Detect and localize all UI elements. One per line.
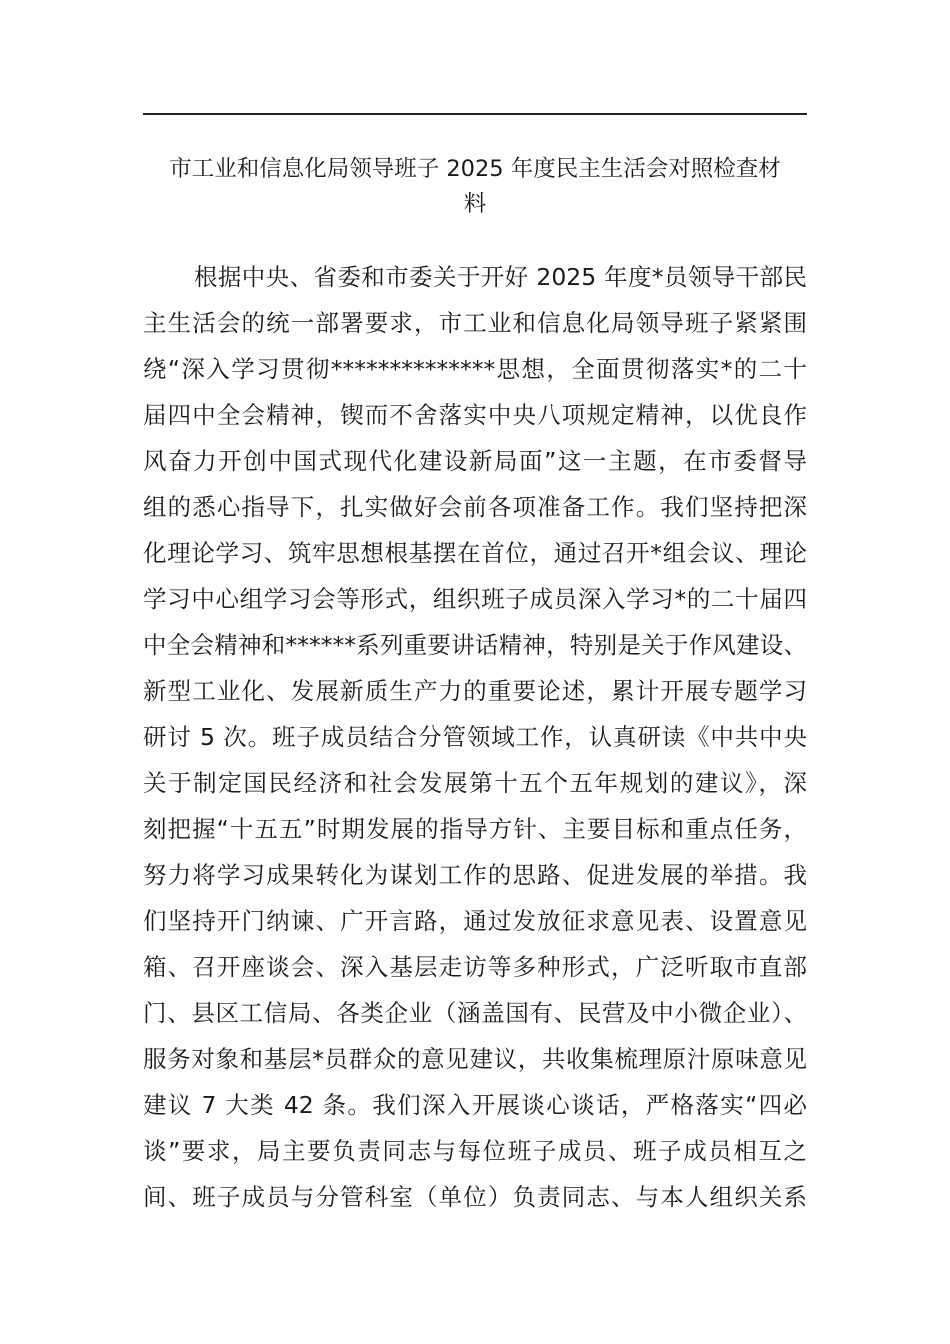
body-line: 门、县区工信局、各类企业（涵盖国有、民营及中小微企业）、 [143,999,807,1027]
body-line: 谈”要求，局主要负责同志与每位班子成员、班子成员相互之 [143,1137,807,1165]
body-line: 组的悉心指导下，扎实做好会前各项准备工作。我们坚持把深 [143,493,807,521]
body-line: 中全会精神和******系列重要讲话精神，特别是关于作风建设、 [143,631,807,659]
body-line: 根据中央、省委和市委关于开好 2025 年度*员领导干部民 [194,263,807,291]
document-title [143,152,807,222]
title-line-2: 料 [463,191,487,217]
body-line: 们坚持开门纳谏、广开言路，通过发放征求意见表、设置意见 [143,907,807,935]
body-line: 服务对象和基层*员群众的意见建议，共收集梳理原汁原味意见 [143,1045,807,1073]
body-line: 风奋力开创中国式现代化建设新局面”这一主题，在市委督导 [143,447,807,475]
body-line: 研讨 5 次。班子成员结合分管领域工作，认真研读《中共中央 [143,723,807,751]
body-line: 届四中全会精神，锲而不舍落实中央八项规定精神，以优良作 [143,401,807,429]
body-paragraph [143,254,807,1220]
body-line: 绕“深入学习贯彻**************思想，全面贯彻落实*的二十 [143,355,807,383]
header-divider-line [143,113,807,115]
body-line: 努力将学习成果转化为谋划工作的思路、促进发展的举措。我 [143,861,807,889]
body-line: 新型工业化、发展新质生产力的重要论述，累计开展专题学习 [143,677,807,705]
body-line: 建议 7 大类 42 条。我们深入开展谈心谈话，严格落实“四必 [143,1091,807,1119]
body-line: 刻把握“十五五”时期发展的指导方针、主要目标和重点任务， [143,815,807,843]
body-line: 关于制定国民经济和社会发展第十五个五年规划的建议》，深 [143,769,807,797]
body-line: 箱、召开座谈会、深入基层走访等多种形式，广泛听取市直部 [143,953,807,981]
title-line-1: 市工业和信息化局领导班子 2025 年度民主生活会对照检查材 [169,156,781,182]
body-line: 化理论学习、筑牢思想根基摆在首位，通过召开*组会议、理论 [143,539,807,567]
body-line: 间、班子成员与分管科室（单位）负责同志、与本人组织关系 [143,1183,807,1211]
body-line: 学习中心组学习会等形式，组织班子成员深入学习*的二十届四 [143,585,807,613]
body-line: 主生活会的统一部署要求，市工业和信息化局领导班子紧紧围 [143,309,807,337]
